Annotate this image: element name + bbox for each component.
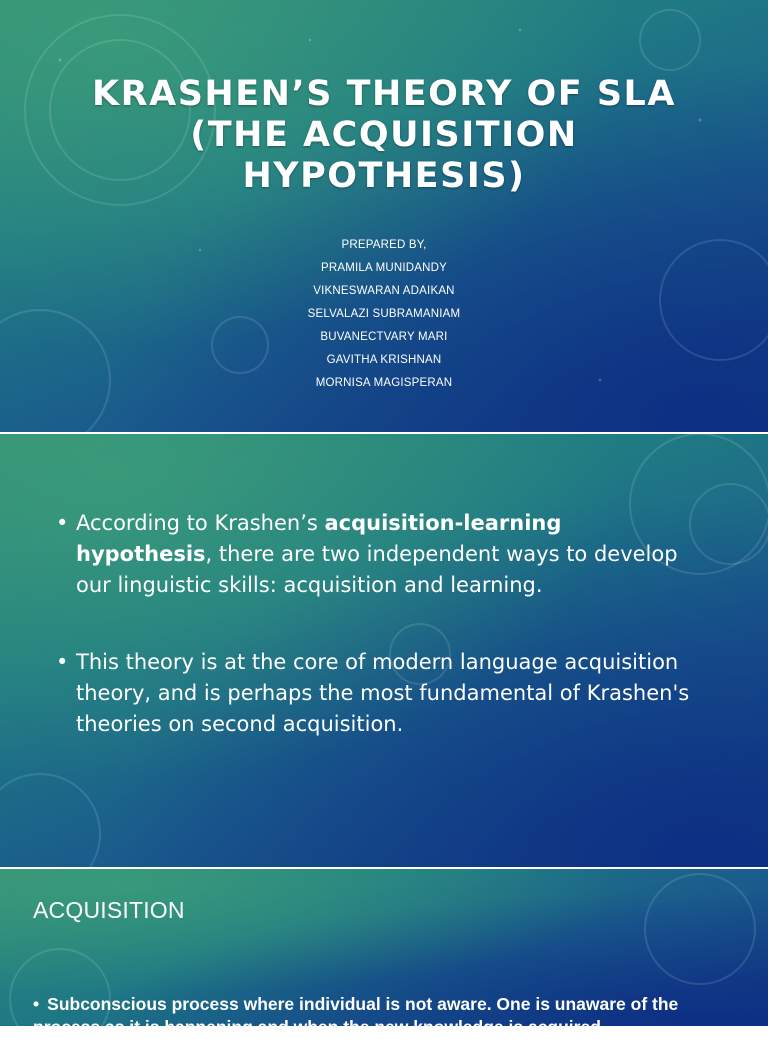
- credits-name: GAVITHA KRISHNAN: [326, 354, 442, 366]
- bullet-item: [33, 993, 733, 1039]
- title-line-3: HYPOTHESIS): [242, 156, 526, 196]
- bullet-dot: •: [56, 511, 69, 535]
- credits-name: PRAMILA MUNIDANDY: [320, 262, 448, 274]
- slide-title: [0, 74, 768, 197]
- credits-prepared-by: PREPARED BY,: [341, 239, 427, 251]
- credits-name: BUVANECTVARY MARI: [320, 331, 448, 343]
- credits-list: [0, 234, 768, 395]
- credits-name: SELVALAZI SUBRAMANIAM: [307, 308, 461, 320]
- title-line-1: KRASHEN’S THEORY OF SLA: [92, 74, 676, 114]
- bullet-dot: •: [56, 650, 69, 674]
- bullet-text: Subconscious process where individual is not aware. One is unaware of the process as it is happening and when the new knowledge is acquired: [33, 994, 679, 1037]
- bullet-bold-term: acquisition-learning hypothesis: [76, 511, 562, 566]
- bullet-dot: •: [33, 994, 40, 1014]
- title-line-2: (THE ACQUISITION: [190, 115, 578, 155]
- bullet-item: [56, 508, 696, 601]
- bullet-text: According to Krashen’s: [76, 511, 325, 535]
- bullet-list: [56, 508, 696, 786]
- bullet-text: , there are two independent ways to develop our linguistic skills: acquisition and learning.: [76, 542, 678, 597]
- content-slide: [0, 434, 768, 867]
- credits-name: VIKNESWARAN ADAIKAN: [313, 285, 455, 297]
- bullet-item: [56, 647, 696, 740]
- slide-heading: ACQUISITION: [33, 897, 185, 923]
- acquisition-slide: [0, 869, 768, 1037]
- credits-name: MORNISA MAGISPERAN: [315, 377, 453, 389]
- bullet-text: This theory is at the core of modern language acquisition theory, and is perhaps the most fundamental of Krashen's theories on second acquisition.: [76, 650, 690, 736]
- title-slide: [0, 0, 768, 432]
